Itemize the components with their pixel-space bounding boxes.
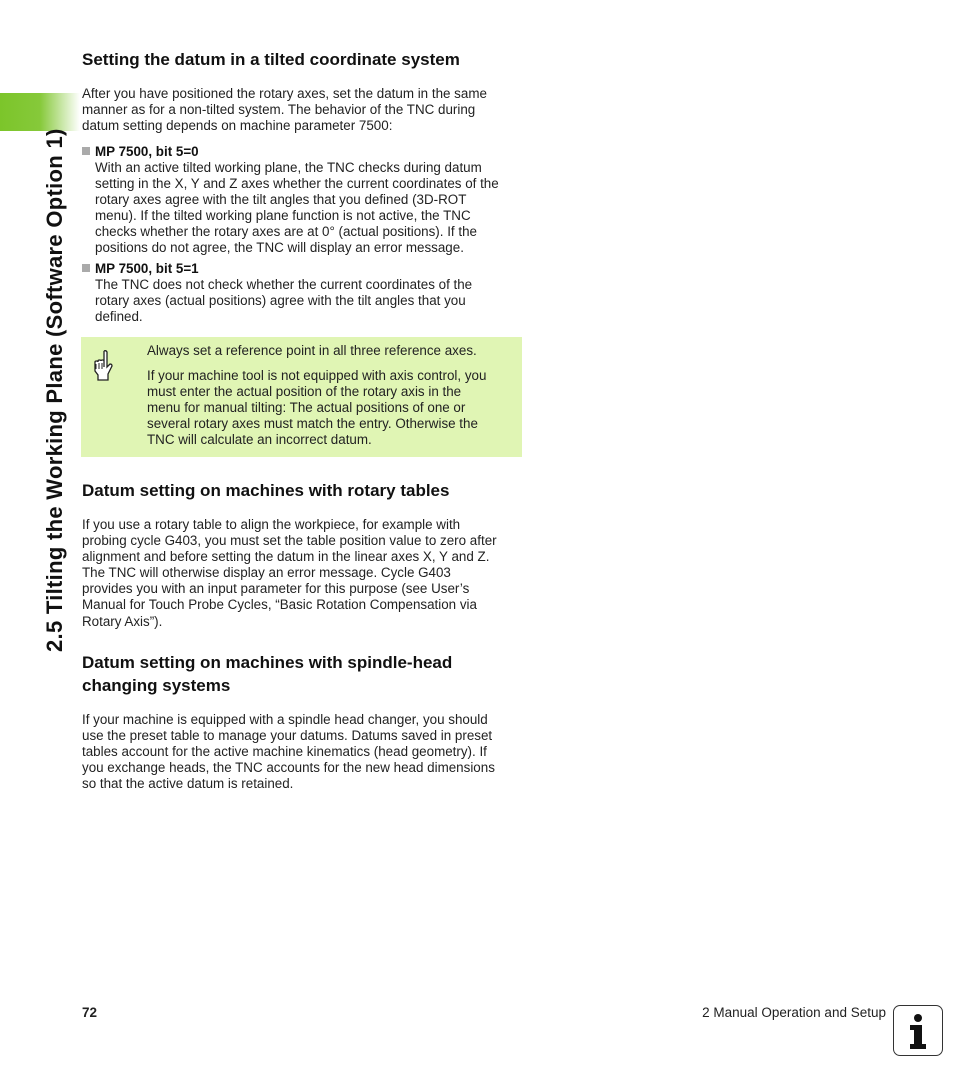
intro-paragraph — [82, 86, 487, 134]
heading-line: changing systems — [82, 676, 231, 695]
bullet-item — [82, 261, 472, 325]
text-line: must enter the actual position of the rotary axis in the — [147, 384, 462, 400]
text-line: With an active tilted working plane, the TNC checks during datum — [95, 160, 482, 175]
text-line: probing cycle G403, you must set the table position value to zero after — [82, 533, 497, 549]
bullet-title: MP 7500, bit 5=0 — [95, 144, 199, 159]
text-line: so that the active datum is retained. — [82, 776, 294, 792]
section-heading — [82, 651, 452, 697]
text-line: If your machine tool is not equipped with axis control, you — [147, 368, 487, 383]
text-line: If you use a rotary table to align the workpiece, for example with — [82, 517, 461, 532]
text-line: tables account for the active machine kinematics (head geometry). If — [82, 744, 487, 760]
text-line: Manual for Touch Probe Cycles, “Basic Rotation Compensation via — [82, 597, 477, 613]
bullet-square-icon — [82, 264, 90, 272]
text-line: The TNC does not check whether the current coordinates of the — [95, 277, 473, 292]
paragraph — [82, 712, 495, 792]
text-line: menu). If the tilted working plane function is not active, the TNC — [95, 208, 471, 224]
text-line: rotary axes (actual positions) agree with the tilt angles that you — [95, 293, 466, 309]
bullet-square-icon — [82, 147, 90, 155]
section-heading: Setting the datum in a tilted coordinate system — [82, 50, 460, 69]
heading-line: Datum setting on machines with spindle-head — [82, 653, 453, 672]
info-icon — [893, 1005, 943, 1056]
chapter-tab-marker — [0, 93, 80, 131]
note-box — [81, 337, 522, 457]
bullet-title: MP 7500, bit 5=1 — [95, 261, 199, 276]
text-line: After you have positioned the rotary axes, set the datum in the same — [82, 86, 487, 101]
text-line: use the preset table to manage your datums. Datums saved in preset — [82, 728, 493, 744]
paragraph — [82, 517, 497, 630]
text-line: several rotary axes must match the entry. Otherwise the — [147, 416, 478, 432]
text-line: If your machine is equipped with a spindle head changer, you should — [82, 712, 488, 727]
text-line: The TNC will otherwise display an error message. Cycle G403 — [82, 565, 451, 581]
chapter-side-title: 2.5 Tilting the Working Plane (Software Option 1) — [42, 128, 67, 652]
bullet-item — [82, 144, 499, 257]
note-text: Always set a reference point in all three reference axes. — [147, 343, 477, 358]
text-line: checks whether the rotary axes are at 0° (actual positions). If the — [95, 224, 477, 240]
footer-chapter: 2 Manual Operation and Setup — [702, 1005, 886, 1020]
text-line: menu for manual tilting: The actual positions of one or — [147, 400, 466, 416]
text-line: datum setting depends on machine parameter 7500: — [82, 118, 393, 134]
section-heading: Datum setting on machines with rotary tables — [82, 481, 450, 500]
text-line: setting in the X, Y and Z axes whether the current coordinates of the — [95, 176, 499, 192]
text-line: defined. — [95, 309, 143, 325]
text-line: Rotary Axis”). — [82, 613, 163, 629]
text-line: TNC will calculate an incorrect datum. — [147, 432, 372, 448]
text-line: you exchange heads, the TNC accounts for the new head dimensions — [82, 760, 495, 776]
page-number: 72 — [82, 1005, 98, 1020]
text-line: provides you with an input parameter for this purpose (see User’s — [82, 581, 470, 597]
text-line: rotary axes agree with the tilt angles that you defined (3D-ROT — [95, 192, 467, 208]
text-line: manner as for a non-tilted system. The behavior of the TNC during — [82, 102, 476, 118]
pointing-hand-icon — [91, 349, 115, 383]
text-line: alignment and before setting the datum in the linear axes X, Y and Z. — [82, 549, 490, 565]
text-line: positions do not agree, the TNC will display an error message. — [95, 240, 464, 256]
